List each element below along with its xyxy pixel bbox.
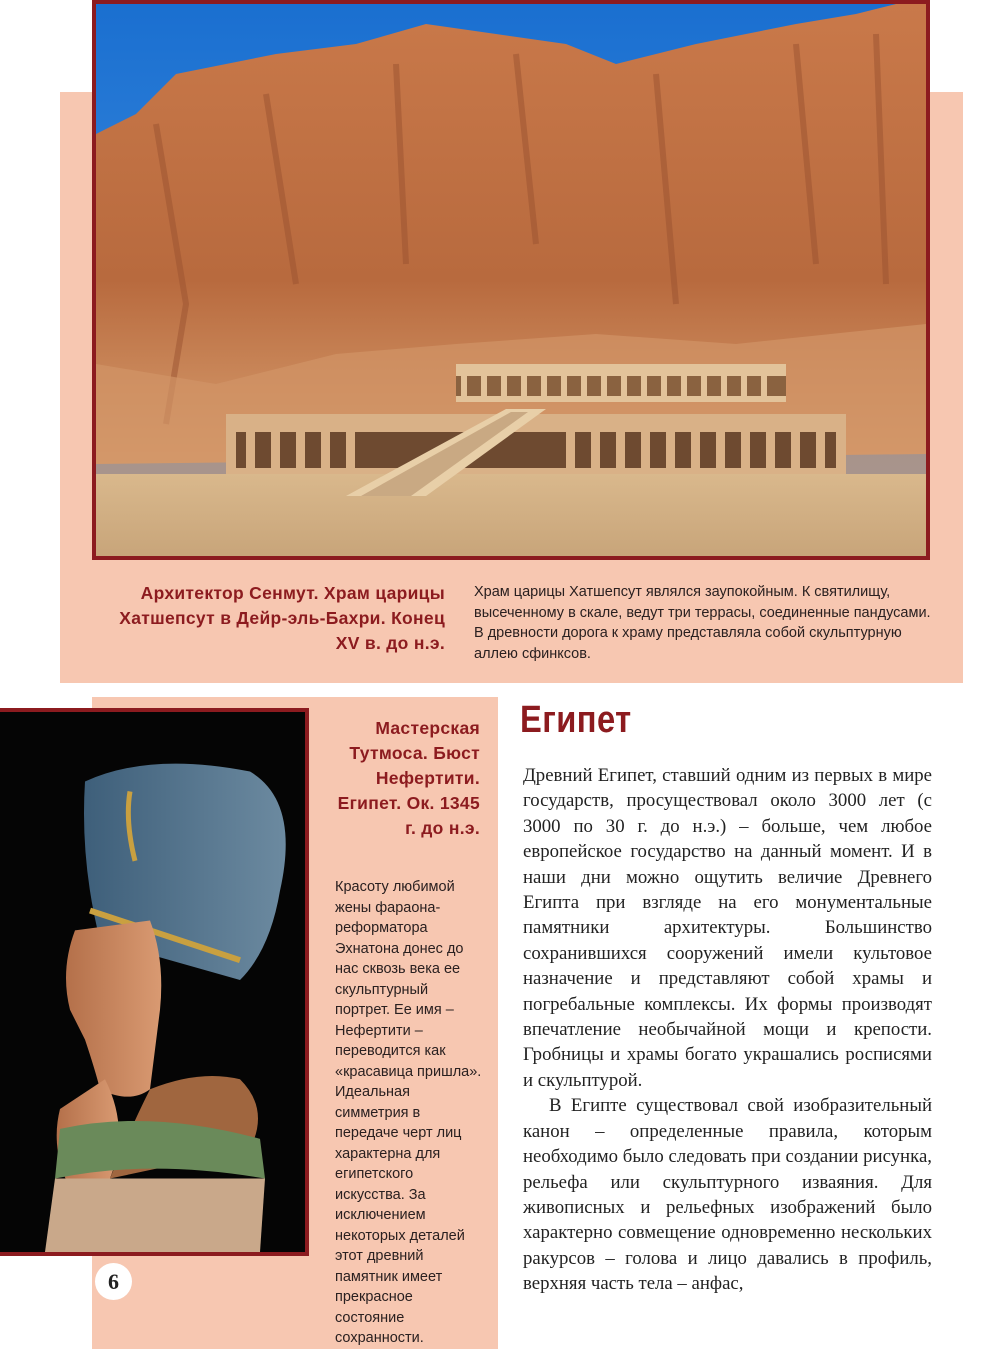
- article-body: [523, 763, 932, 1297]
- temple-caption-description: Храм царицы Хатшепсут являлся заупокойным. К святилищу, высеченному в скале, ведут три террасы, соединенные пандусами. В древности дорога к храму представляла собой скульптурную аллею сфинксов.: [474, 584, 931, 662]
- nefertiti-caption-description: Красоту любимой жены фараона-реформатора Эхнатона донес до нас сквозь века ее скульптурный портрет. Ее имя – Нефертити – переводится как «красавица пришла». Идеальная симметрия в передаче черт лиц характерна для египетского искусства. За исключением некоторых деталей этот древний памятник имеет прекрасное состояние сохранности.: [335, 879, 482, 1346]
- article-paragraph: В Египте существовал свой изобразительный канон – определенные правила, которым необходимо было следовать при создании рисунка, рельефа или скульптурного изваяния. Для живописных и рельефных изображений было характерно совмещение одновременно нескольких ракурсов – голова и лицо давались в профиль, верхняя часть тела – анфас,: [523, 1095, 932, 1295]
- temple-caption-title: Архитектор Сенмут. Храм царицы Хатшепсут в Дейр-эль-Бахри. Конец XV в. до н.э.: [119, 583, 445, 653]
- page-number: 6: [95, 1263, 132, 1300]
- nefertiti-bust-photo: [0, 708, 309, 1256]
- article-paragraph: Древний Египет, ставший одним из первых в мире государств, просуществовал около 3000 лет (с 3000 по 30 г. до н.э.) – больше, чем любое европейское государство на данный момент. И в наши дни можно ощутить величие Древнего Египта при взгляде на его монументальные памятники архитектуры. Большинство сохранившихся сооружений имели культовое назначение и представляют собой храмы и погребальные комплексы. Их формы производят впечатление необычайной мощи и крепости. Гробницы и храмы богато украшались росписями и скульптурой.: [523, 765, 932, 1091]
- nefertiti-caption-title: Мастерская Тутмоса. Бюст Нефертити. Египет. Ок. 1345 г. до н.э.: [337, 718, 480, 838]
- temple-photo: [92, 0, 930, 560]
- section-title: Египет: [520, 699, 632, 741]
